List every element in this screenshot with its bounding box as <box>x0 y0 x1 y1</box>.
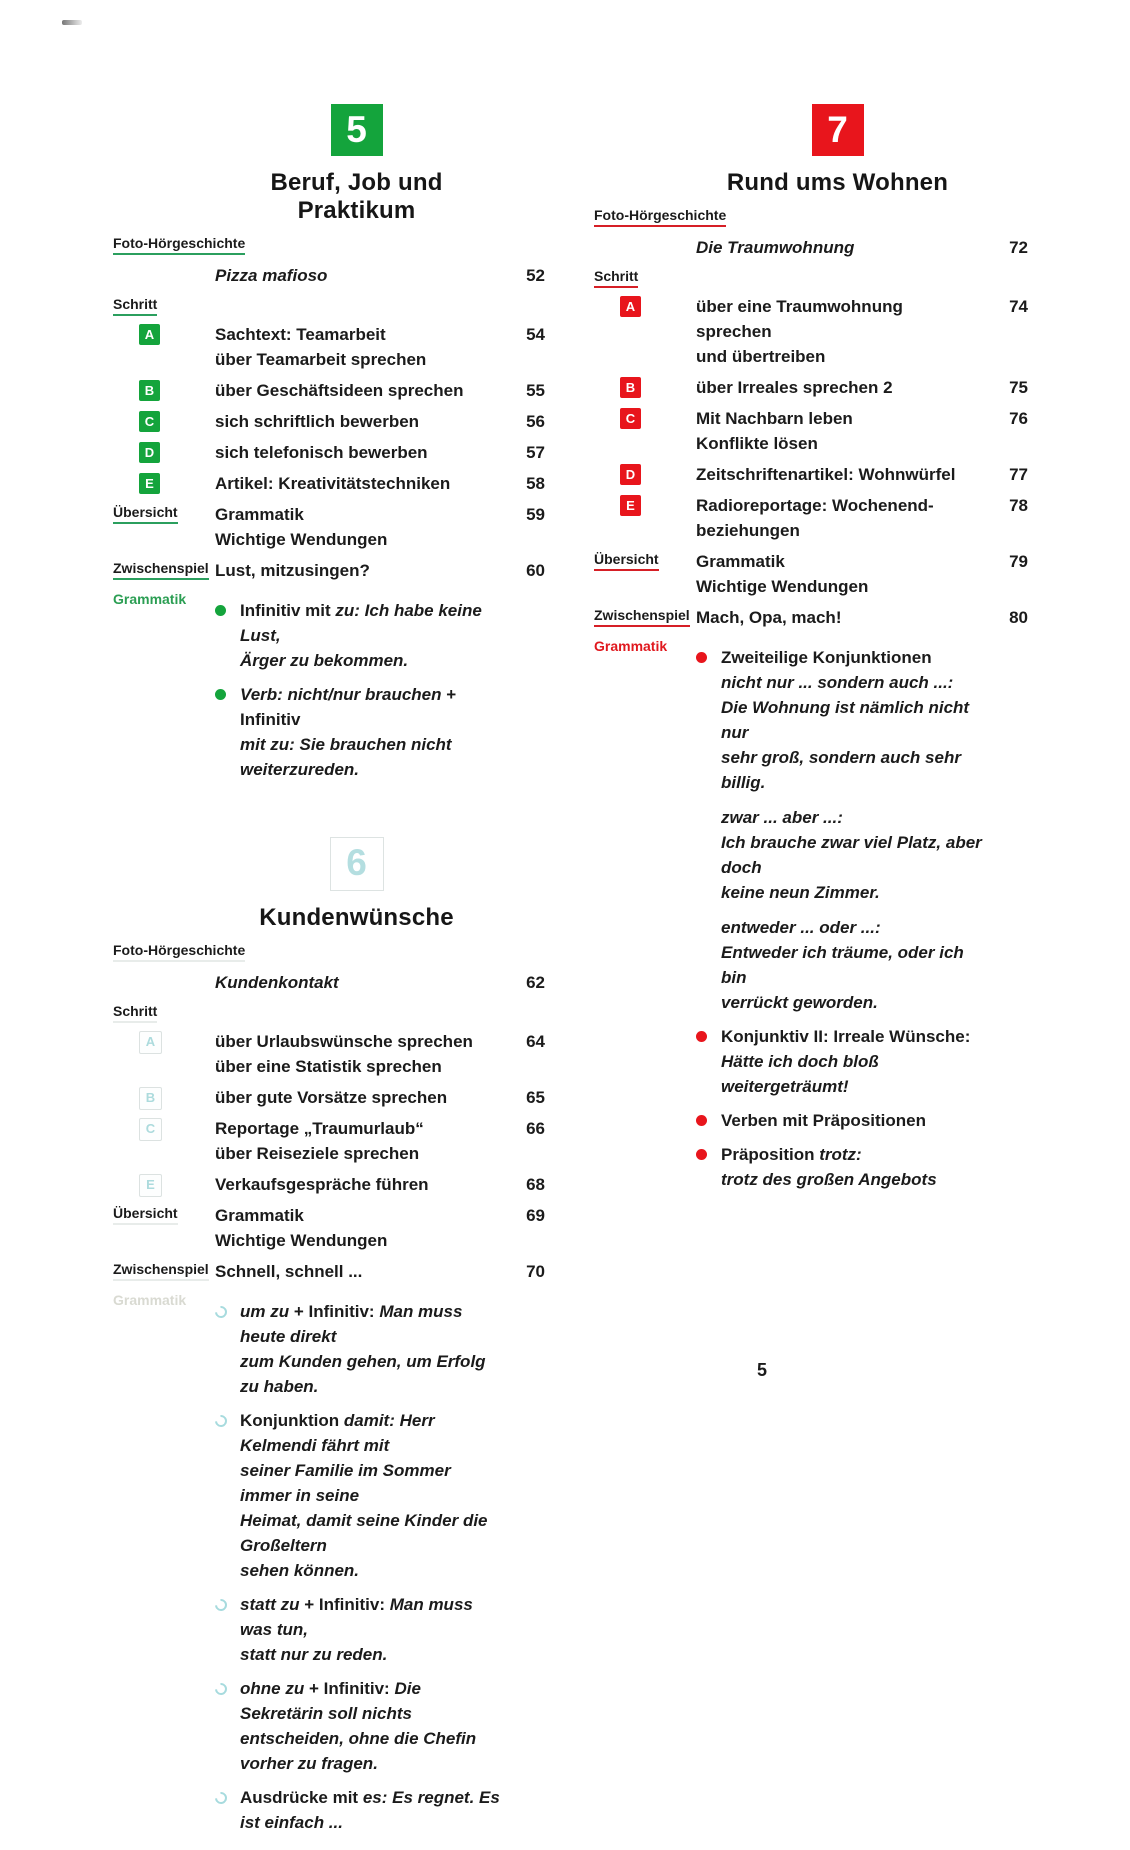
step-letter-badge: E <box>139 473 160 494</box>
step-text <box>215 1029 500 1079</box>
step-letter-badge: C <box>139 411 160 432</box>
text-line: über Urlaubswünsche sprechen <box>215 1032 473 1051</box>
text-line: Ausdrücke mit es: Es regnet. Es ist einfach ... <box>240 1788 500 1832</box>
step-text <box>696 493 983 543</box>
grammar-bullet <box>215 1785 500 1835</box>
bullet-icon <box>213 1597 230 1614</box>
bullet-text <box>240 682 500 782</box>
step-letter-badge: A <box>139 1031 162 1054</box>
chapter-7 <box>594 104 1028 1201</box>
bullet-icon <box>696 1115 707 1126</box>
text-line: Entweder ich träume, oder ich bin <box>721 943 964 987</box>
page-number: 59 <box>526 505 545 524</box>
page-number: 56 <box>526 412 545 431</box>
bullet-text <box>240 1299 500 1399</box>
text-line: Verben mit Präpositionen <box>721 1111 926 1130</box>
grammatik-bullets <box>215 589 500 791</box>
page-number: 58 <box>526 474 545 493</box>
bullet-icon <box>213 1304 230 1321</box>
step-row <box>113 378 545 403</box>
zwischenspiel-label: Zwischenspiel <box>594 605 696 627</box>
step-letter-badge: B <box>620 377 641 398</box>
uebersicht-text <box>215 1203 500 1253</box>
bullet-icon <box>696 1149 707 1160</box>
uebersicht-text <box>215 502 500 552</box>
text-line: entscheiden, ohne die Chefin vorher zu fragen. <box>240 1729 477 1773</box>
step-row <box>594 294 1028 369</box>
step-badge-cell <box>594 493 696 516</box>
step-text <box>215 378 500 403</box>
step-letter-badge: A <box>139 324 160 345</box>
text-line: Grammatik <box>696 552 785 571</box>
chapter-5-head <box>215 104 498 225</box>
text-line: Konjunktion damit: Herr Kelmendi fährt mit <box>240 1411 435 1455</box>
steps-list <box>113 1029 545 1197</box>
text-line: verrückt geworden. <box>721 993 878 1012</box>
story-title: Die Traumwohnung <box>696 238 855 257</box>
uebersicht-row <box>113 1203 545 1253</box>
chapter-7-head <box>696 104 979 197</box>
step-letter-badge: C <box>620 408 641 429</box>
text-line: keine neun Zimmer. <box>721 883 880 902</box>
text-line: Ärger zu bekommen. <box>240 651 409 670</box>
zwischenspiel-title: Schnell, schnell ... <box>215 1262 363 1281</box>
grammatik-bullets <box>215 1290 500 1844</box>
step-row <box>594 375 1028 400</box>
text-line: Konflikte lösen <box>696 434 818 453</box>
uebersicht-label: Übersicht <box>594 549 696 571</box>
text-line: Präposition trotz: <box>721 1145 862 1164</box>
step-badge-cell <box>113 1085 215 1110</box>
text-line: Radioreportage: Wochenend- <box>696 496 934 515</box>
step-row <box>113 471 545 496</box>
text-line: Wichtige Wendungen <box>215 530 388 549</box>
text-line: Verb: nicht/nur brauchen + Infinitiv <box>240 685 457 729</box>
step-badge-cell <box>113 1116 215 1141</box>
chapter-5 <box>113 104 545 791</box>
step-row <box>113 409 545 434</box>
grammar-bullet <box>215 598 500 673</box>
zwischenspiel-label: Zwischenspiel <box>113 1259 215 1281</box>
chapter-6-number-badge: 6 <box>330 837 384 891</box>
folio-page-number: 5 <box>757 1360 768 1380</box>
step-text <box>215 440 500 465</box>
chapter-6-head <box>215 837 498 932</box>
grammatik-label: Grammatik <box>113 1292 187 1308</box>
chapter-7-title: Rund ums Wohnen <box>726 169 949 196</box>
zwischenspiel-row <box>594 605 1028 630</box>
text-line: statt nur zu reden. <box>240 1645 388 1664</box>
text-line: Heimat, damit seine Kinder die Großeltern <box>240 1511 488 1555</box>
uebersicht-label: Übersicht <box>113 502 215 524</box>
grammatik-row <box>113 1290 545 1844</box>
page-number: 72 <box>1009 238 1028 257</box>
text-line: ohne zu + Infinitiv: Die Sekretärin soll nichts <box>240 1679 421 1723</box>
uebersicht-label: Übersicht <box>113 1203 215 1225</box>
page-number: 64 <box>526 1032 545 1051</box>
page-number: 77 <box>1009 465 1028 484</box>
text-line: Verkaufsgespräche führen <box>215 1175 429 1194</box>
bullet-text <box>721 1108 983 1133</box>
step-letter-badge: A <box>620 296 641 317</box>
text-line: zwar ... aber ...: <box>721 808 843 827</box>
text-line: über eine Statistik sprechen <box>215 1057 442 1076</box>
text-line: sich schriftlich bewerben <box>215 412 420 431</box>
scan-smudge-mark <box>62 20 82 25</box>
page-number: 80 <box>1009 608 1028 627</box>
text-line: Die Wohnung ist nämlich nicht nur <box>721 698 970 742</box>
step-text <box>696 406 983 456</box>
page-number: 54 <box>526 325 545 344</box>
text-line: entweder ... oder ...: <box>721 918 881 937</box>
chapter-6-title: Kundenwünsche <box>259 904 454 931</box>
grammatik-bullets <box>696 636 983 1201</box>
bullet-icon <box>213 1790 230 1807</box>
page-number: 76 <box>1009 409 1028 428</box>
story-title: Kundenkontakt <box>215 973 339 992</box>
uebersicht-row <box>113 502 545 552</box>
step-row <box>113 440 545 465</box>
text-line: über eine Traumwohnung sprechen <box>696 297 903 341</box>
bullet-text <box>240 598 500 673</box>
page-number: 68 <box>526 1175 545 1194</box>
step-text <box>215 1172 500 1197</box>
chapter-5-title: Beruf, Job und Praktikum <box>270 169 443 224</box>
text-line: Artikel: Kreativitätstechniken <box>215 474 451 493</box>
step-text <box>215 471 500 496</box>
grammatik-row <box>113 589 545 791</box>
step-badge-cell <box>113 409 215 432</box>
text-line: um zu + Infinitiv: Man muss heute direkt <box>240 1302 463 1346</box>
text-line: Wichtige Wendungen <box>696 577 869 596</box>
bullet-text <box>721 645 983 1015</box>
foto-hoergeschichte-label: Foto-Hörgeschichte <box>113 235 545 255</box>
step-badge-cell <box>594 375 696 398</box>
spacer <box>113 263 215 265</box>
page-number: 66 <box>526 1119 545 1138</box>
grammar-bullet <box>696 1024 983 1099</box>
bullet-text <box>240 1592 500 1667</box>
text-line: über Irreales sprechen 2 <box>696 378 893 397</box>
page-number: 78 <box>1009 496 1028 515</box>
text-line: sehr groß, sondern auch sehr billig. <box>721 748 961 792</box>
text-line: Ich brauche zwar viel Platz, aber doch <box>721 833 982 877</box>
step-badge-cell <box>113 1172 215 1197</box>
text-line: und übertreiben <box>696 347 826 366</box>
text-line: trotz des großen Angebots <box>721 1170 937 1189</box>
uebersicht-text <box>696 549 983 599</box>
step-text <box>696 294 983 369</box>
grammatik-label: Grammatik <box>113 591 187 607</box>
page-number: 70 <box>526 1262 545 1281</box>
steps-list <box>594 294 1028 543</box>
zwischenspiel-title: Lust, mitzusingen? <box>215 561 370 580</box>
text-line: Wichtige Wendungen <box>215 1231 388 1250</box>
page-number: 79 <box>1009 552 1028 571</box>
text-line: sich telefonisch bewerben <box>215 443 428 462</box>
step-row <box>113 1116 545 1166</box>
page-number: 57 <box>526 443 545 462</box>
bullet-text <box>721 1142 983 1192</box>
page-number: 55 <box>526 381 545 400</box>
uebersicht-row <box>594 549 1028 599</box>
step-letter-badge: B <box>139 380 160 401</box>
bullet-icon <box>213 1413 230 1430</box>
grammar-bullet <box>696 1108 983 1133</box>
text-line: zum Kunden gehen, um Erfolg zu haben. <box>240 1352 486 1396</box>
bullet-icon <box>215 605 226 616</box>
bullet-text <box>240 1676 500 1776</box>
bullet-icon <box>215 689 226 700</box>
step-badge-cell <box>594 462 696 485</box>
schritt-label: Schritt <box>113 296 545 316</box>
text-line: Grammatik <box>215 1206 304 1225</box>
step-row <box>594 493 1028 543</box>
zwischenspiel-row <box>113 558 545 583</box>
text-line: sehen können. <box>240 1561 360 1580</box>
grammar-bullet <box>215 682 500 782</box>
step-text <box>696 462 983 487</box>
step-letter-badge: B <box>139 1087 162 1110</box>
schritt-label: Schritt <box>594 268 1028 288</box>
grammar-bullet <box>215 1408 500 1583</box>
bullet-icon <box>696 652 707 663</box>
step-row <box>594 406 1028 456</box>
page-number: 75 <box>1009 378 1028 397</box>
step-row <box>113 1085 545 1110</box>
step-letter-badge: D <box>139 442 160 463</box>
text-line: über Geschäftsideen sprechen <box>215 381 464 400</box>
text-line: Infinitiv mit zu: Ich habe keine Lust, <box>240 601 482 645</box>
grammar-bullet <box>696 645 983 1015</box>
page-number: 69 <box>526 1206 545 1225</box>
page-number: 62 <box>526 973 545 992</box>
story-title: Pizza mafioso <box>215 266 328 285</box>
foto-hoergeschichte-label: Foto-Hörgeschichte <box>594 207 1028 227</box>
text-line: statt zu + Infinitiv: Man muss was tun, <box>240 1595 473 1639</box>
step-badge-cell <box>113 471 215 494</box>
page-number: 74 <box>1009 297 1028 316</box>
chapter-6 <box>113 837 545 1844</box>
step-badge-cell <box>594 294 696 317</box>
grammar-bullet <box>215 1299 500 1399</box>
right-column <box>594 104 1028 1207</box>
spacer <box>594 235 696 237</box>
bullet-text <box>240 1785 500 1835</box>
text-line: Reportage „Traumurlaub“ <box>215 1119 424 1138</box>
grammatik-label: Grammatik <box>594 638 668 654</box>
text-line: Grammatik <box>215 505 304 524</box>
text-line: seiner Familie im Sommer immer in seine <box>240 1461 451 1505</box>
bullet-icon <box>696 1031 707 1042</box>
grammar-bullet <box>215 1676 500 1776</box>
step-text <box>215 409 500 434</box>
text-line: über Teamarbeit sprechen <box>215 350 427 369</box>
step-letter-badge: D <box>620 464 641 485</box>
step-text <box>215 1085 500 1110</box>
page-number: 52 <box>526 266 545 285</box>
step-letter-badge: E <box>139 1174 162 1197</box>
step-badge-cell <box>113 440 215 463</box>
text-line: über gute Vorsätze sprechen <box>215 1088 448 1107</box>
step-badge-cell <box>113 322 215 345</box>
text-line: Zeitschriftenartikel: Wohnwürfel <box>696 465 956 484</box>
schritt-label: Schritt <box>113 1003 545 1023</box>
left-column <box>113 104 545 1850</box>
step-row <box>113 1172 545 1197</box>
step-row <box>594 462 1028 487</box>
step-badge-cell <box>594 406 696 429</box>
step-row <box>113 322 545 372</box>
spacer <box>113 970 215 972</box>
steps-list <box>113 322 545 496</box>
step-letter-badge: E <box>620 495 641 516</box>
zwischenspiel-row <box>113 1259 545 1284</box>
step-letter-badge: C <box>139 1118 162 1141</box>
chapter-5-number-badge: 5 <box>331 104 383 156</box>
story-row <box>594 235 1028 260</box>
step-badge-cell <box>113 1029 215 1054</box>
text-line: über Reiseziele sprechen <box>215 1144 420 1163</box>
bullet-text <box>240 1408 500 1583</box>
zwischenspiel-label: Zwischenspiel <box>113 558 215 580</box>
chapter-7-number-badge: 7 <box>812 104 864 156</box>
text-line: beziehungen <box>696 521 800 540</box>
text-line: Sachtext: Teamarbeit <box>215 325 386 344</box>
zwischenspiel-title: Mach, Opa, mach! <box>696 608 842 627</box>
story-row <box>113 970 545 995</box>
text-line: nicht nur ... sondern auch ...: <box>721 673 954 692</box>
bullet-icon <box>213 1681 230 1698</box>
grammar-bullet <box>696 1142 983 1192</box>
step-text <box>215 322 500 372</box>
text-line: Mit Nachbarn leben <box>696 409 853 428</box>
page-number: 65 <box>526 1088 545 1107</box>
step-row <box>113 1029 545 1079</box>
step-badge-cell <box>113 378 215 401</box>
step-text <box>215 1116 500 1166</box>
step-text <box>696 375 983 400</box>
grammar-bullet <box>215 1592 500 1667</box>
text-line: Hätte ich doch bloß weitergeträumt! <box>721 1052 879 1096</box>
bullet-text <box>721 1024 983 1099</box>
text-line: Zweiteilige Konjunktionen <box>721 648 932 667</box>
page-number: 60 <box>526 561 545 580</box>
text-line: mit zu: Sie brauchen nicht weiterzureden. <box>240 735 452 779</box>
foto-hoergeschichte-label: Foto-Hörgeschichte <box>113 942 545 962</box>
grammatik-row <box>594 636 1028 1201</box>
text-line: Konjunktiv II: Irreale Wünsche: <box>721 1027 971 1046</box>
story-row <box>113 263 545 288</box>
